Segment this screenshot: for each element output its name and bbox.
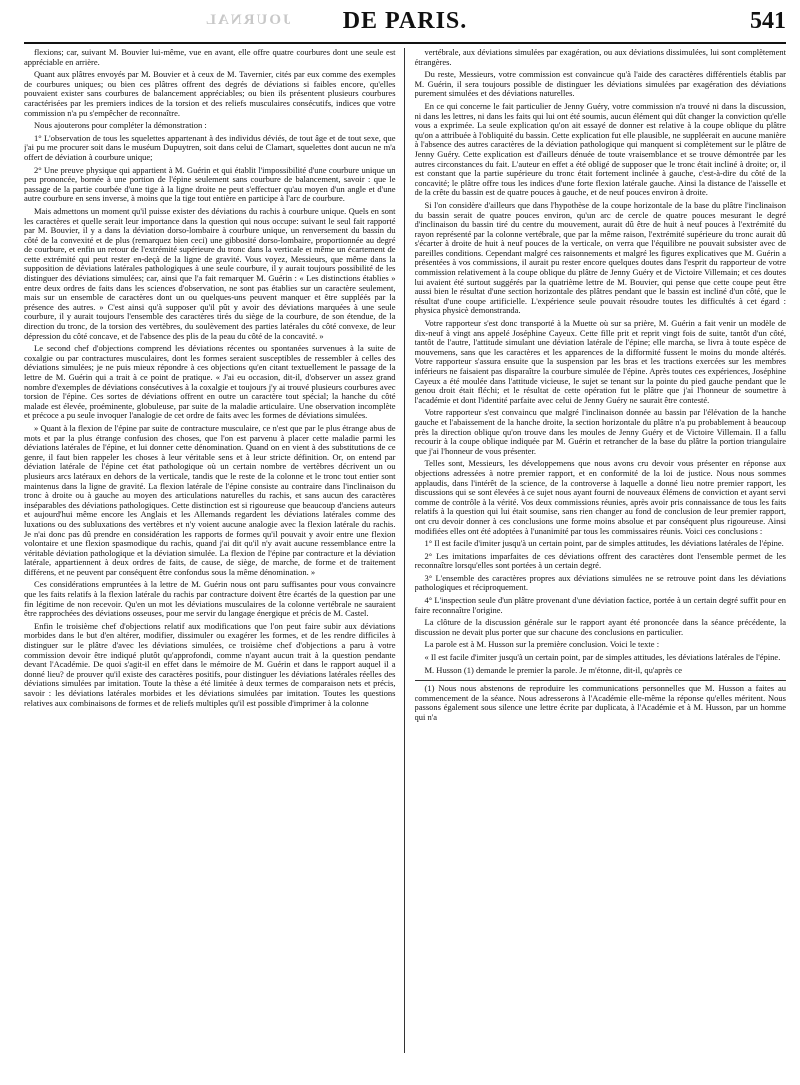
paragraph: 3° L'ensemble des caractères propres aux déviations simulées ne se retrouve point dans les déviations pathologiques et réciproquement.: [414, 572, 786, 593]
mirrored-header-text: JOURNAL: [204, 12, 291, 28]
paragraph: La clôture de la discussion générale sur le rapport ayant été prononcée dans la séance précédente, la discussion ne devait plus porter que sur chacune des conclusions en particulier.: [414, 617, 786, 637]
paragraph: La parole est à M. Husson sur la première conclusion. Voici le texte :: [424, 639, 660, 650]
page-title: DE PARIS.: [342, 8, 468, 34]
paragraph: Du reste, Messieurs, votre commission est convaincue qu'à l'aide des caractères différentiels établis par M. Guérin, il sera toujours possible de distinguer les déviations simulées par exagération des déviations purement simulées et des déviations naturelles.: [414, 69, 786, 99]
paragraph: » Quant à la flexion de l'épine par suite de contracture musculaire, ce n'est que par le plus étrange abus de mots et par la plus étrange confusion des choses, que l'on est parvenu à placer cette maladie parmi les déviations latérales de l'épine, et lui donner cette dénomination. Quand on en vient à des substitutions de ce genre, il faut bien rappeler les choses à leur véritable sens et à leur stricte définition. Or, on entend par déviation latérale de l'épine cet état pathologique où un certain nombre de vertèbres décrivent un ou plusieurs arcs latéraux en dehors de la verticale, tandis que le reste de la colonne et le tronc tout entier sont maintenus dans la ligne de gravité. La flexion latérale de l'épine consiste au contraire dans l'inclinaison du tronc à droite ou à gauche au moyen des articulations naturelles du rachis, et sans aucun des caractères inséparables des déviations pathologiques. Cette distinction est si rigoureuse que beaucoup d'anciens auteurs et aujourd'hui même encore les Anglais et les Allemands regardent les déviations latérales comme des luxations ou des subluxations des vertèbres et n'y voient aucune analogie avec la flexion latérale du rachis. Je n'ai donc pas dû prendre en considération les rapports de formes qu'il pouvait y avoir entre une flexion volontaire et une flexion spasmodique du rachis, quand j'ai dit qu'il n'y avait aucune ressemblance entre la véritable déviation pathologique et la déviation simulée. La flexion de l'épine par contracture et la déviation latérale, appartiennent à deux ordres de faits, de cause, de siège, de marche, de forme et de traitement différens, et ne peuvent par conséquent être confondus sous la même dénomination. »: [24, 422, 396, 577]
paragraph: 2° Les imitations imparfaites de ces déviations offrent des caractères dont l'ensemble permet de les reconnaître lorsqu'elles sont portées à un certain degré.: [414, 550, 786, 571]
paragraph: Ces considérations empruntées à la lettre de M. Guérin nous ont paru suffisantes pour vous convaincre que les faits relatifs à la flexion latérale du rachis par contracture doivent être écartés de la question par une fin légitime de non recevoir. Qu'en un mot les déviations musculaires de la colonne vertébrale ne sauraient être rapprochées des déviations osseuses, pour me servir du langage énergique et précis de M. Castel.: [24, 579, 396, 619]
paragraph: flexions; car, suivant M. Bouvier lui-même, vue en avant, elle offre quatre courbures dont une seule est appréciable en arrière.: [24, 48, 396, 67]
left-column: [24, 48, 405, 1053]
paragraph: 1° Il est facile d'imiter jusqu'à un certain point, par de simples attitudes, les déviations latérales de l'épine.: [424, 538, 784, 549]
paragraph: 2° Une preuve physique qui appartient à M. Guérin et qui établit l'impossibilité d'une courbure unique un peu prononcée, bornée à une portion de l'épine seulement sans courbure de balancement, savoir : que le passage de la partie courbée d'une tige à la ligne droite ne peut s'effectuer qu'au moyen d'un angle et d'une autre courbure en sens inverse, à moins que la tige tout entière en participe à l'arc de courbure.: [24, 164, 396, 204]
page-number: 541: [750, 8, 786, 34]
paragraph: Le second chef d'objections comprend les déviations récentes ou spontanées survenues à la suite de coxalgie ou par contractures musculaires, dont les formes seraient susceptibles de ressembler à celles des déviations simulées; je ne puis mieux répondre à ces objections qu'en citant textuellement le passage de la lettre de M. Guérin qui a trait à ce point de pratique. « J'ai eu occasion, dit-il, d'observer un assez grand nombre d'exemples de déviations consécutives à la coxalgie et toujours j'y ai trouvé plusieurs courbures avec torsion de l'épine. Ces sortes de déviations offrent en outre un caractère tout spécial; la hanche du côté malade est élevée, proéminente, globuleuse, par suite de la maladie articulaire. Une observation incomplète et précoce a pu seule invoquer l'analogie de cet ordre de faits avec les formes de déviations simulées.: [24, 343, 396, 421]
footnote-divider: [415, 680, 787, 681]
footnote: (1) Nous nous abstenons de reproduire les communications personnelles que M. Husson a faites au commencement de la séance. Nous adresserons à l'Académie elle-même la réponse qu'elles méritent. Nous passons également sous silence une lettre écrite par duplicata, à l'Académie et à M. Husson, par un homme qui n'a: [414, 683, 786, 722]
paragraph: Telles sont, Messieurs, les développemens que nous avons cru devoir vous présenter en réponse aux objections adressées à notre premier rapport, et en conformité de la loi de justice. Nous nous sommes applaudis, dans l'intérêt de la science, de la controverse à laquelle a donné lieu notre premier rapport, les discussions qui se sont élevées à ce sujet nous ayant fourni de nouveaux élémens de conviction et ayant servi comme de contrôle à la vérité. Vos deux commissions réunies, après avoir pris connaissance de tous les faits relatifs à la question qui lui était soumise, sans rien changer au fond de conclusion de leur premier rapport, ont cru devoir donner à ces conclusions une forme moins absolue et par conséquent plus rigoureuse. Ainsi modifiées elles ont été adoptées à l'unanimité par tous les commissaires réunis. Voici ces conclusions :: [414, 458, 786, 536]
paragraph: Quant aux plâtres envoyés par M. Bouvier et à ceux de M. Tavernier, cités par eux comme des exemples de courbures uniques; ou bien ces plâtres offrent des degrés de déviations si faibles encore, qu'elles pouvaient exister sans courbures de balancement appréciables; ou bien ils présentent plusieurs courbures caractérisées par les premiers indices de la torsion et des reliefs musculaires consécutifs, indices que votre commission n'a pu s'empêcher de reconnaître.: [24, 69, 396, 118]
paragraph: Enfin le troisième chef d'objections relatif aux modifications que l'on peut faire subir aux déviations morbides dans le but d'en altérer, modifier, dissimuler ou exagérer les formes, et de les rendre difficiles à distinguer sur le plâtre d'avec les déviations simulées, ce troisième chef d'objections a paru à votre commission devoir être indiqué plutôt qu'approfondi, comme n'ayant aucun trait à la question pendante devant l'Académie. De quoi s'agit-il en effet dans le mémoire de M. Guérin et dans le rapport auquel il a donné lieu? de prouver qu'il existe des caractères positifs, pour distinguer les déviations latérales réelles des déviations simulées par imitation. Toute la thèse a été limitée à deux termes de comparaison nets et précis, savoir : les déviations latérales morbides et les déviations simulées par imitation. Toutes les questions relatives aux combinaisons de formes et de reliefs multiples qu'il est possible d'imprimer à la colonne: [24, 620, 396, 708]
page-header: [24, 8, 786, 44]
paragraph: Votre rapporteur s'est donc transporté à la Muette où sur sa prière, M. Guérin a fait venir un modèle de dix-neuf à vingt ans appelé Joséphine Cayeux. Cette fille prit et reprit vingt fois de suite, tantôt d'un côté, tantôt de l'autre, l'attitude simulant une déviation latérale de l'épine; elle marcha, se livra à toute espèce de mouvemens, sans que les caractères et les apparences de la difformité fussent le moins du monde altérés. Votre rapporteur s'assura ensuite que la suspension par les bras et les tractions exercées sur les membres inférieurs ne faisaient pas disparaître la courbure simulée de l'épine. Après toutes ces expériences, Joséphine Cayeux a été moulée dans l'attitude vicieuse, le sujet se tenant sur la pointe du pied gauche pendant que le genou droit était fléchi; et le résultat de cette opération fut le plâtre que j'ai l'honneur de soumettre à l'académie et dont l'identité parfaite avec celui de Jenny Guéry ne saurait être contesté.: [414, 318, 786, 405]
paragraph: En ce qui concerne le fait particulier de Jenny Guéry, votre commission n'a trouvé ni dans la discussion, ni dans les lettres, ni dans les faits qui lui ont été soumis, aucun élément qui dût changer la conviction qu'elle vous a exprimée. La seule explication qu'on ait essayé de donner est relative à la coupe oblique du plâtre qu'on a attribuée à l'obliquité du bassin. Cette explication fut elle plausible, ne suppléerait en aucune manière à l'absence des autres caractères de la déviation pathologique qui manquent si complètement sur le plâtre de Jenny Guéry. Cette explication est d'ailleurs dénuée de toute vraisemblance et se trouve démontrée par les autres circonstances du fait. L'auteur en effet a été obligé de supposer que le tronc était incliné à droite; or, il est constant que la partie supérieure du tronc était fortement inclinée à gauche, c'est-à-dire du côté de la concavité; le plâtre offre tous les indices d'une forte flexion latérale gauche. Ainsi la distance de l'aisselle et de la crête du bassin est de quatre pouces à gauche, et de neuf pouces environ à droite.: [414, 100, 786, 198]
right-column: [415, 48, 787, 1053]
text-columns: [24, 48, 786, 1053]
paragraph: M. Husson (1) demande le premier la parole. Je m'étonne, dit-il, qu'après ce: [424, 664, 683, 675]
paragraph: Nous ajouterons pour compléter la démonstration :: [34, 120, 207, 131]
paragraph: 1° L'observation de tous les squelettes appartenant à des individus déviés, de tout âge et de tout sexe, que j'ai pu me procurer soit dans le muséum Dupuytren, soit dans celui de Clamart, squelettes dont aucun ne m'a offert de déviation à courbure unique;: [24, 132, 396, 162]
paragraph: « Il est facile d'imiter jusqu'à un certain point, par de simples attitudes, les déviations latérales de l'épine.: [424, 652, 781, 663]
paragraph: Si l'on considère d'ailleurs que dans l'hypothèse de la coupe horizontale de la base du plâtre l'inclinaison du bassin serait de quatre pouces environ, qu'un arc de cercle de quatre pouces mesurant le degré d'inclinaison du bassin tiré du centre du mouvement, aurait dû être de huit à neuf pouces à l'extrémité du rayon représenté par la colonne vertébrale, que par la même raison, l'extrémité supérieure du tronc aurait dû s'écarter à droite de huit à neuf pouces de la verticale, on verra que l'équilibre ne pouvait subsister avec de pareilles conditions. Cependant malgré ces raisonnements et malgré les figures explicatives que M. Guérin a présentées à vos commissions, il aurait pu rester encore quelques doutes dans l'esprit du rapporteur de votre commission relativement à la coupe oblique du plâtre de Jenny Guéry et de Victoire Villemain; et ces doutes lui avaient été surtout suggérés par la quatrième lettre de M. Bouvier, qui pense que cette coupe peut être aussi bien le résultat d'une section horizontale des plâtres pendant que le bassin est incliné d'un côté, que le résultat d'une coupe artificielle. L'expérience seule pouvait résoudre toutes les difficultés à cet égard : physica physicè demonstranda.: [414, 199, 786, 316]
paragraph: Mais admettons un moment qu'il puisse exister des déviations du rachis à courbure unique. Quels en sont les caractères et quelle serait leur importance dans la question qui nous occupe: suivant le seul fait rapporté par M. Bouvier, il y a dans la déviation dorso-lombaire à courbure unique, un renversement du bassin du côté de la convexité et de plus (remarquez bien ceci) une gibbosité dorso-lombaire, proportionnée au degré de courbure, et enfin un retour de l'extrémité supérieure du tronc dans la verticale et même un écartement de cette extrémité qui peut rester en-deçà de la ligne de gravité. Vous voyez, Messieurs, que même dans la supposition de déviations latérales pathologiques à une seule courbure, il y aurait toujours possibilité de les distinguer des déviations simulées; car, ainsi que l'a fait remarquer M. Guérin : « Les distinctions établies » entre deux ordres de faits dans les sciences d'observation, ne sont pas établies sur un caractère seulement, mais sur un ensemble de caractères dont un ou quelques-uns peuvent manquer et être suppléés par la présence des autres. » C'est ainsi qu'à supposer qu'il pût y avoir des déviations marquées à une seule courbure, il y aurait toujours l'ensemble des caractères tirés du siège de la courbure, de son étendue, de la direction du tronc, de la torsion des vertèbres, du soulèvement des parties latérales du côté convexe, de leur dépression du côté concave, et de l'absence des plis de la peau du côté de la concavité. »: [24, 205, 396, 341]
paragraph: 4° L'inspection seule d'un plâtre provenant d'une déviation factice, portée à un certain degré suffit pour en faire reconnaître l'origine.: [414, 595, 786, 615]
paragraph: vertébrale, aux déviations simulées par exagération, ou aux déviations dissimulées, lui sont complètement étrangères.: [414, 48, 786, 67]
paragraph: Votre rapporteur s'est convaincu que malgré l'inclinaison donnée au bassin par l'élévation de la hanche gauche et l'abaissement de la hanche droite, la section horizontale du plâtre n'a pu probablement à beaucoup près la direction oblique qu'on trouve dans les moules de Jenny Guéry et de Victoire Villemain. Il a fallu recourir à la coupe oblique indiquée par M. Guérin et retrancher de la base du plâtre la portion triangulaire que j'ai l'honneur de vous présenter.: [414, 407, 786, 456]
